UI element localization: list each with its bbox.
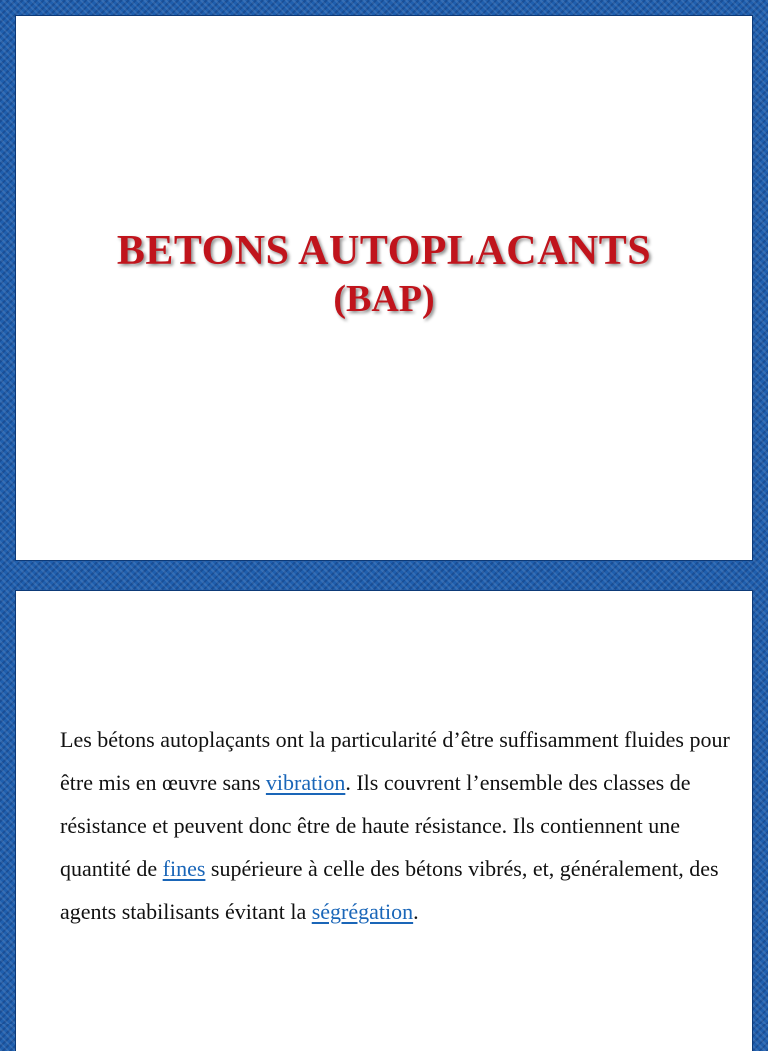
title-slide	[16, 16, 752, 560]
slide-title	[16, 226, 752, 322]
paragraph-text-4: .	[413, 899, 419, 924]
title-main: BETONS AUTOPLACANTS	[116, 228, 652, 274]
paragraph-text-2: . Ils couvrent l’ensemble des classes de résistance et peuvent donc être de haute résistance. Ils contiennent une quantité de	[60, 770, 691, 881]
link-fines[interactable]: fines	[162, 856, 206, 881]
paragraph-text-3: supérieure à celle des bétons vibrés, et, généralement, des agents stabilisants évitant la	[60, 856, 719, 924]
content-slide	[16, 591, 752, 1051]
link-vibration[interactable]: vibration	[265, 770, 346, 795]
title-abbreviation: (BAP)	[333, 278, 435, 320]
body-paragraph	[60, 718, 740, 933]
link-segregation[interactable]: ségrégation	[311, 899, 414, 924]
paragraph-text-1: Les bétons autoplaçants ont la particularité d’être suffisamment fluides pour être mis en œuvre sans	[60, 727, 730, 795]
